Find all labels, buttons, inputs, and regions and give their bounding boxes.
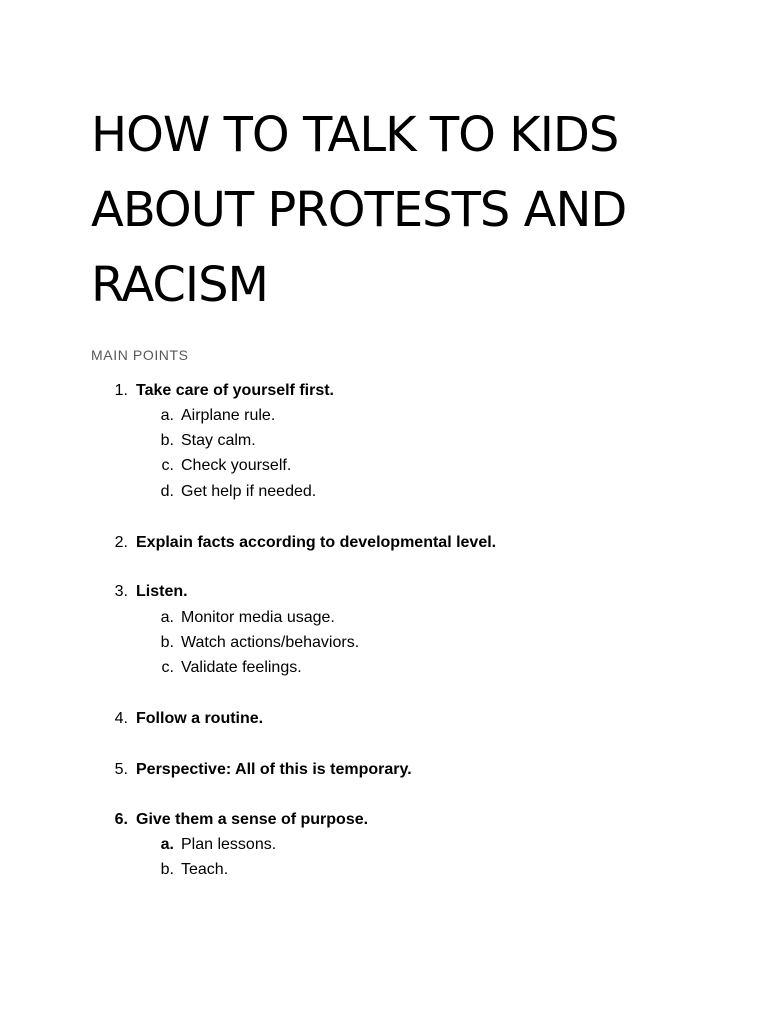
sub-list-marker: b.	[160, 432, 174, 449]
sub-list-text: Monitor media usage.	[181, 609, 335, 626]
list-item-number: 6.	[114, 811, 128, 828]
list-item-text: Listen.	[136, 583, 188, 600]
list-item-text: Perspective: All of this is temporary.	[136, 761, 412, 778]
sub-list-marker: a.	[160, 407, 174, 424]
sub-list-marker: b.	[160, 634, 174, 651]
sub-list-text: Teach.	[181, 861, 229, 878]
title-line: ABOUT PROTESTS AND	[91, 182, 627, 238]
sub-list-text: Get help if needed.	[181, 483, 317, 500]
list-item-number: 2.	[114, 534, 128, 551]
list-item-text: Give them a sense of purpose.	[136, 811, 369, 828]
sub-list-marker: b.	[160, 861, 174, 878]
sub-list-text: Airplane rule.	[181, 407, 276, 424]
list-item-number: 4.	[114, 710, 128, 727]
sub-list-text: Stay calm.	[181, 432, 256, 449]
sub-list-text: Plan lessons.	[181, 836, 277, 853]
list-item-number: 5.	[114, 761, 128, 778]
list-item-text: Follow a routine.	[136, 710, 264, 727]
list-item-text: Explain facts according to developmental level.	[136, 534, 497, 551]
title-line: RACISM	[91, 257, 268, 313]
sub-list-text: Check yourself.	[181, 457, 292, 474]
list-item-number: 1.	[114, 382, 128, 399]
list-item-text: Take care of yourself first.	[136, 382, 334, 399]
section-heading: MAIN POINTS	[91, 347, 189, 363]
sub-list-marker: c.	[161, 457, 174, 474]
title-line: HOW TO TALK TO KIDS	[91, 107, 619, 163]
sub-list-marker: a.	[160, 609, 174, 626]
sub-list-marker: c.	[161, 659, 174, 676]
sub-list-text: Watch actions/behaviors.	[181, 634, 360, 651]
list-item-number: 3.	[114, 583, 128, 600]
sub-list-marker: a.	[160, 836, 174, 853]
sub-list-marker: d.	[160, 483, 174, 500]
sub-list-text: Validate feelings.	[181, 659, 302, 676]
